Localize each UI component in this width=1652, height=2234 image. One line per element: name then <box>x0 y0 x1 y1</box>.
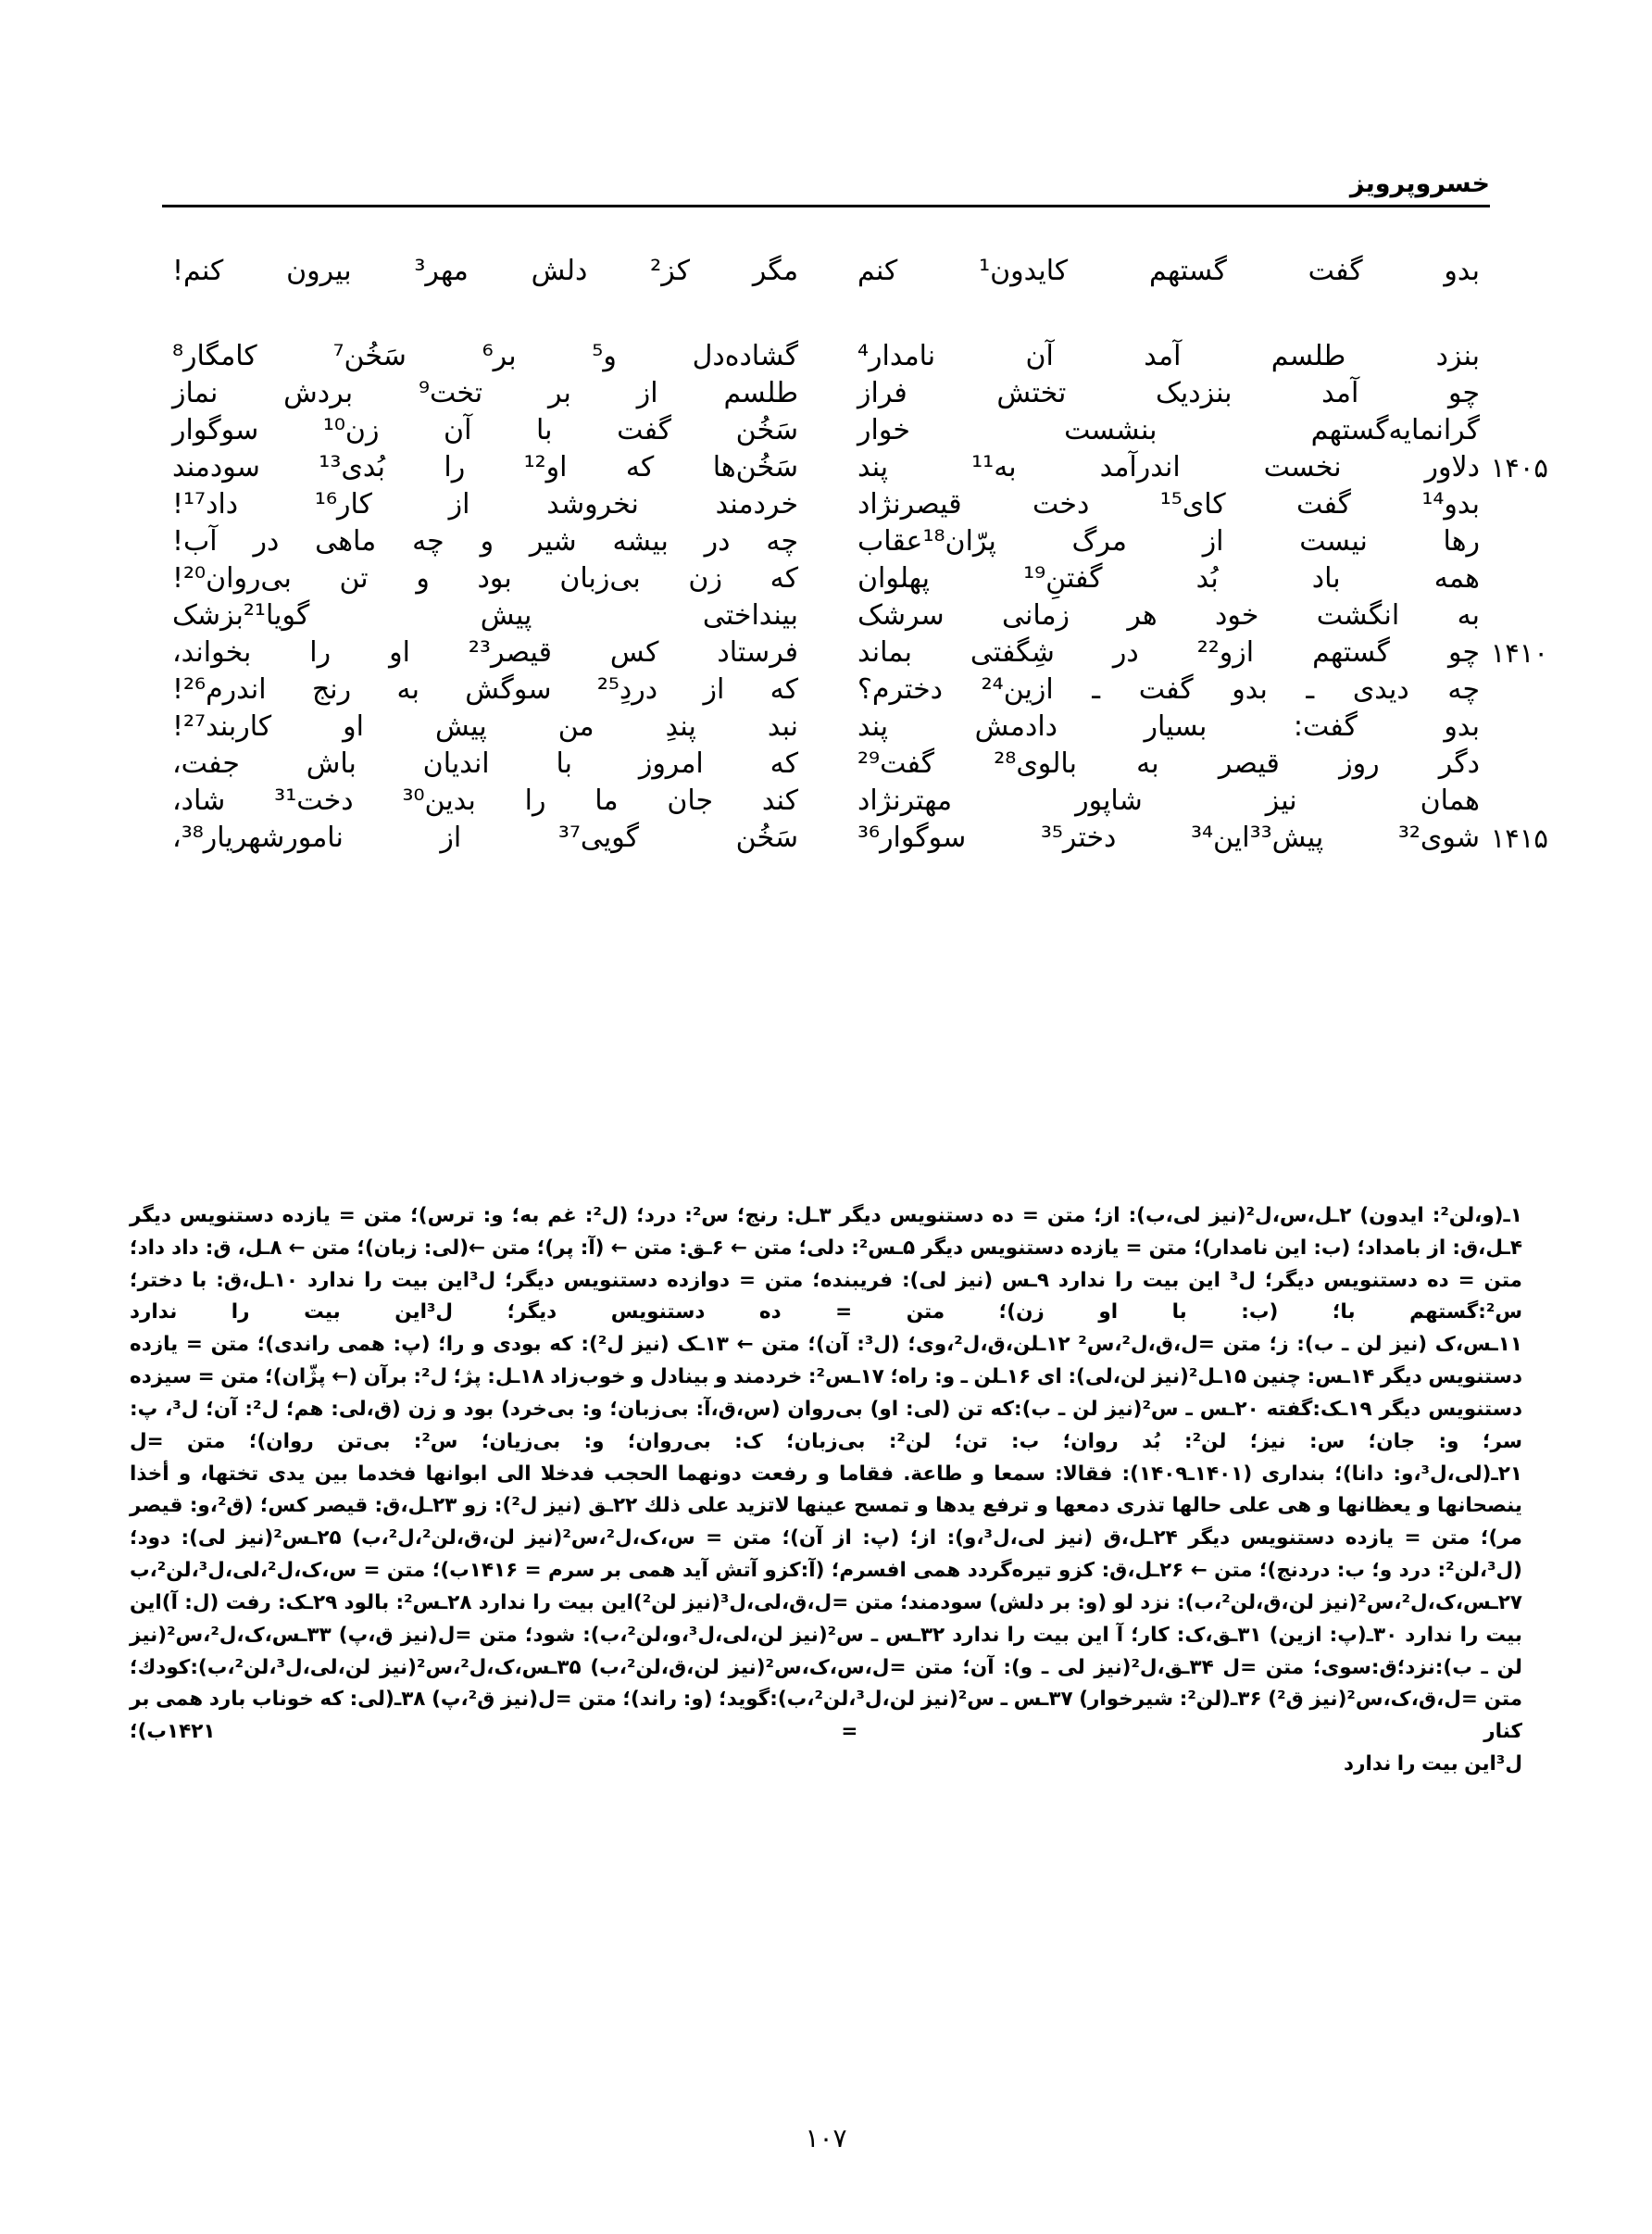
hemistich-text: چو گستهم ازو²² در شِگفتی بماند <box>857 636 1480 669</box>
hemistich-second <box>172 673 826 706</box>
hemistich-second <box>172 414 826 446</box>
couplet-row <box>172 673 1480 706</box>
hemistich-text: همان نیز شاپور مهترنژاد <box>857 784 1480 817</box>
hemistich-second <box>172 525 826 558</box>
couplet-row <box>172 451 1548 483</box>
hemistich-text: چو آمد بنزدیک تختش فراز <box>857 377 1480 409</box>
hemistich-text: چه دیدی ـ بدو گفت ـ ازین²⁴ دخترم؟ <box>857 673 1480 706</box>
hemistich-first <box>826 488 1480 521</box>
hemistich-second <box>172 257 826 285</box>
couplet-row <box>172 377 1480 409</box>
hemistich-second <box>172 377 826 409</box>
hemistich-second <box>172 340 826 372</box>
hemistich-text: سَخُن گفت با آن زن¹⁰ سوگوار <box>172 414 798 446</box>
hemistich-first <box>826 525 1480 558</box>
hemistich-text: که امروز با اندیان باش جفت، <box>172 747 798 780</box>
couplet-row <box>172 747 1481 780</box>
hemistich-text: گرانمایه‌گستهم بنشست خوار <box>857 414 1480 446</box>
hemistich-first <box>826 377 1480 409</box>
hemistich-text: همه باد بُد گفتنِ¹⁹ پهلوان <box>857 562 1480 595</box>
couplet-row <box>172 599 1480 632</box>
couplet-row <box>172 822 1548 854</box>
couplet-row <box>172 784 1480 817</box>
footnote-paragraph: ۲۷ـس،ک،ل²،س²(نیز لن،ق،لن²،ب): نزد لو (و: بر دلش) سودمند؛ متن =ل،ق،لی،ل³(نیز لن²)این بیت را ندارد ۲۸ـس²: بالود ۲۹ـک: رفت (ل: آ)این بیت را ندارد ۳۰ـ(پ: ازین) ۳۱ـق،ک: کار؛ آ این بیت را ندارد ۳۲ـس ـ س²(نیز لن،لی،ل³،و،لن²،ب): شود؛ متن =ل(نیز ق،پ) ۳۳ـس،ک،ل²،س²(نیز لن ـ ب):نزد؛ق:سوی؛ متن =ل ۳۴ـق،ل²(نیز لی ـ و): آن؛ متن =ل،س،ک،س²(نیز لن،ق،لن²،ب) ۳۵ـس،ک،ل²،س²(نیز لن،لی،ل³،لن²،ب):کودك؛ متن =ل،ق،ک،س²(نیز ق²) ۳۶ـ(لن²: شیرخوار) ۳۷ـس ـ س²(نیز لن،ل³،لن²،ب):گوید؛ (و: راند)؛ متن =ل(نیز ق²،پ) ۳۸ـ(لی: که خوناب بارد همی بر کنار = ۱۴۲۱ب)؛ <box>130 1590 1523 1744</box>
verse-number: ۱۴۰۵ <box>1490 452 1548 483</box>
hemistich-text: کند جان ما را بدین³⁰ دخت³¹ شاد، <box>172 784 799 817</box>
hemistich-first <box>826 673 1480 706</box>
footnote-apparatus <box>130 1200 1522 1781</box>
hemistich-text: بنزد طلسم آمد آن نامدار⁴ <box>857 340 1480 372</box>
hemistich-first <box>826 784 1480 817</box>
hemistich-text: که زن بی‌زبان بود و تن بی‌روان²⁰! <box>172 562 798 595</box>
hemistich-text: سَخُن گویی³⁷ از نامورشهریار³⁸، <box>172 822 798 854</box>
couplet-row <box>172 525 1480 558</box>
couplet-row <box>172 562 1480 595</box>
couplet-row <box>172 340 1480 372</box>
hemistich-second <box>172 710 826 743</box>
hemistich-second <box>172 562 826 595</box>
hemistich-second <box>172 451 826 483</box>
hemistich-text: شوی³² پیش³³این³⁴ دختر³⁵ سوگوار³⁶ <box>857 822 1481 854</box>
stanza-gap <box>172 285 1480 343</box>
hemistich-text: رها نیست از مرگ پرّان¹⁸عقاب <box>857 525 1480 558</box>
hemistich-second <box>172 599 826 632</box>
hemistich-first <box>826 599 1480 632</box>
hemistich-text: بدو¹⁴ گفت کای¹⁵ دخت قیصرنژاد <box>857 488 1480 521</box>
hemistich-text: بدو گفت: بسیار دادمش پند <box>857 710 1480 743</box>
hemistich-text: بدو گفت گستهم کایدون¹ کنم <box>857 255 1480 287</box>
hemistich-text: طلسم از بر تخت⁹ بردش نماز <box>172 377 798 409</box>
hemistich-first <box>826 414 1480 446</box>
hemistich-first <box>826 451 1548 483</box>
verse-number: ۱۴۱۰ <box>1490 637 1548 669</box>
hemistich-second <box>172 747 826 780</box>
verse-area <box>172 255 1548 1110</box>
couplet-row <box>172 710 1480 743</box>
hemistich-text: به انگشت خود هر زمانی سرشک <box>857 599 1480 632</box>
hemistich-text: دگر روز قیصر به بالوی²⁸ گفت²⁹ <box>857 747 1481 780</box>
footnote-paragraph: ۱۱ـس،ک (نیز لن ـ ب): ز؛ متن =ل،ق،ل²،س² ۱۲ـلن،ق،ل²،وی؛ (ل³: آن)؛ متن ← ۱۳ـک (نیز ل²): که بودی و را؛ (پ: همی راندی)؛ متن = یازده دستنویس دیگر ۱۴ـس: چنین ۱۵ـل²(نیز لن،لی): ای ۱۶ـلن ـ و: راه؛ ۱۷ـس²: خردمند و بینادل و خوب‌زاد ۱۸ـل: پژ؛ ل²: برآن (← پژّان)؛ متن = سیزده دستنویس دیگر ۱۹ـک:گفته ۲۰ـس ـ س²(نیز لن ـ ب):که تن (لی: او) بی‌روان (س،ق،آ: بی‌زبان؛ و: بی‌خرد) بود و زن (ق،لی: هم؛ ل²: آن؛ ل³، پ: سر؛ و: جان؛ س: نیز؛ لن²: بُد روان؛ ب: تن؛ لن²: بی‌زبان؛ ک: بی‌روان؛ و: بی‌زیان؛ س²: بی‌تن روان)؛ متن =ل <box>130 1333 1523 1453</box>
hemistich-second <box>172 784 826 817</box>
hemistich-text: بینداختی پیش گویا²¹بزشک <box>172 599 798 632</box>
verse-number: ۱۴۱۵ <box>1490 822 1548 854</box>
hemistich-text: چه در بیشه شیر و چه ماهی در آب! <box>172 525 798 558</box>
couplet-row <box>172 414 1480 446</box>
hemistich-second <box>172 636 826 669</box>
hemistich-first <box>826 340 1480 372</box>
hemistich-text: مگر کز² دلش مهر³ بیرون کنم! <box>172 255 799 287</box>
page-number: ۱۰۷ <box>805 2123 847 2153</box>
hemistich-second <box>172 488 826 521</box>
couplet-row <box>172 488 1480 521</box>
running-head-rule <box>162 205 1490 207</box>
footnote-paragraph: ۲۱ـ(لی،ل³،و: دانا)؛ بنداری (۱۴۰۱ـ۱۴۰۹): فقالا: سمعا و طاعة. فقاما و رفعت دونهما الحجب فدخلا الی ابوانها فخدما بین یدی تختها، و أخذا ینصحانها و یعظانها و هی علی حالها تذری دمعها و ترفع یدها و تمسح عینها لاتزید علی ذلك ۲۲ـق (نیز ل²): زو ۲۳ـل،ق: قیصر کس؛ (ق²،و: قیصر مر)؛ متن = یازده دستنویس دیگر ۲۴ـل،ق (نیز لی،ل³،و): از؛ (پ: از آن)؛ متن = س،ک،ل²،س²(نیز لن،ق،لن²،ل²،ب) ۲۵ـس²(نیز لی): دود؛ (ل³،لن²: درد و؛ ب: دردنج)؛ متن ← ۲۶ـل،ق: کزو تیره‌گردد همی افسرم؛ (آ:کزو آتش آید همی بر سرم = ۱۴۱۶ب)؛ متن = س،ک،ل²،لی،ل³،لن²،ب <box>130 1462 1523 1583</box>
hemistich-text: دلاور نخست اندرآمد به¹¹ پند <box>857 451 1480 483</box>
hemistich-first <box>826 562 1480 595</box>
hemistich-text: فرستاد کس قیصر²³ او را بخواند، <box>172 636 798 669</box>
hemistich-text: خردمند نخروشد از کار¹⁶ داد¹⁷! <box>172 488 798 521</box>
running-head <box>162 171 1490 207</box>
footnote-paragraph: ل³این بیت را ندارد <box>1344 1752 1522 1776</box>
hemistich-first <box>826 636 1548 669</box>
footnote-paragraph: ۱ـ(و،لن²: ایدون) ۲ـل،س،ل²(نیز لی،ب): از؛ متن = ده دستنویس دیگر ۳ـل: رنج؛ س²: درد؛ (ل²: غم به؛ و: ترس)؛ متن = یازده دستنویس دیگر ۴ـل،ق: از بامداد؛ (ب: این نامدار)؛ متن = یازده دستنویس دیگر ۵ـس²: دلی؛ متن ← ۶ـق: متن ← (آ: پر)؛ متن ←(لی: زبان)؛ متن ← ۸ـل، ق: داد داد؛ متن = ده دستنویس دیگر؛ ل³ این بیت را ندارد ۹ـس (نیز لی): فریبنده؛ متن = دوازده دستنویس دیگر؛ ل³این بیت را ندارد ۱۰ـل،ق: با دختر؛ س²:گستهم با؛ (ب: با او زن)؛ متن = ده دستنویس دیگر؛ ل³این بیت را ندارد <box>130 1204 1522 1324</box>
hemistich-first <box>826 710 1480 743</box>
hemistich-text: که از دردِ²⁵ سوگش به رنج اندرم²⁶! <box>172 673 799 706</box>
hemistich-text: گشاده‌دل و⁵ بر⁶ سَخُن⁷ کامگار⁸ <box>172 340 798 372</box>
hemistich-first <box>826 747 1481 780</box>
couplet-row <box>172 636 1548 669</box>
hemistich-text: نبد پندِ من پیش او کاربند²⁷! <box>172 710 798 743</box>
couplet-row <box>172 257 1480 285</box>
hemistich-second <box>172 824 826 852</box>
hemistich-first <box>826 822 1548 854</box>
running-head-title: خسروپرویز <box>1349 169 1490 198</box>
hemistich-text: سَخُن‌ها که او¹² را بُدی¹³ سودمند <box>172 451 799 483</box>
hemistich-first <box>826 257 1480 285</box>
